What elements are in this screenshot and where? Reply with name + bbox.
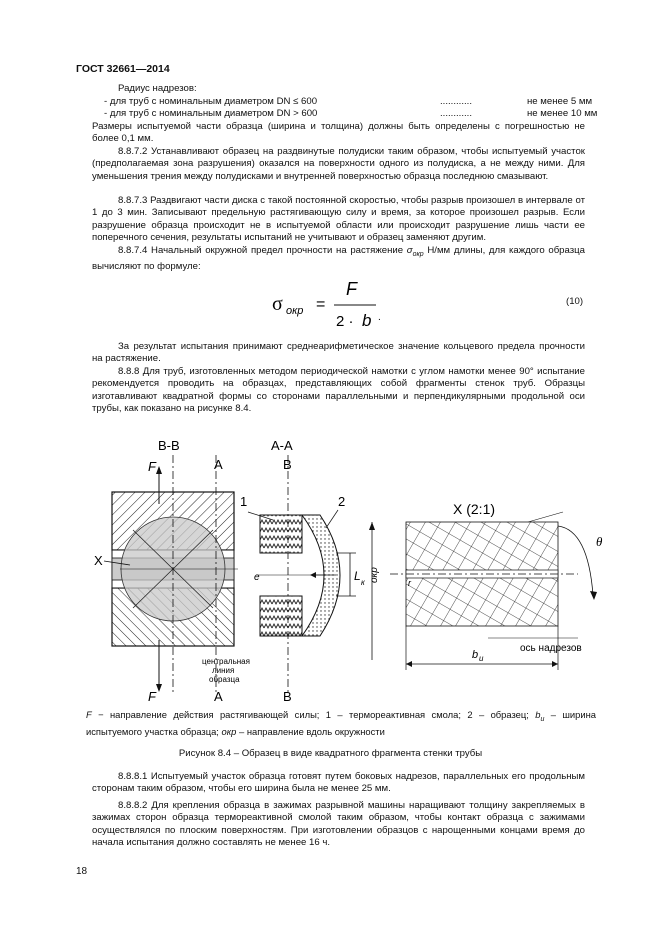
- label-f-top: F: [148, 459, 156, 474]
- label-centerline-2: линия: [212, 666, 235, 675]
- radius-title: Радиус надрезов:: [118, 83, 197, 94]
- radius-row-1-label: - для труб с номинальным диаметром DN ≤ 600: [104, 96, 318, 107]
- label-1: 1: [240, 494, 248, 509]
- label-b-bottom: В: [283, 689, 292, 704]
- radius-row-1-value: не менее 5 мм: [527, 96, 593, 107]
- label-r: r: [408, 578, 411, 588]
- formula-number: (10): [566, 296, 584, 307]
- figure-8-4: [88, 430, 613, 705]
- label-aa: А-А: [271, 438, 293, 453]
- label-x: Х: [94, 553, 103, 568]
- formula-sigma: σ: [272, 293, 283, 315]
- formula-tail: .: [378, 312, 381, 323]
- label-f-bottom: F: [148, 689, 156, 704]
- label-centerline-3: образца: [209, 675, 240, 684]
- radius-row-2-label: - для труб с номинальным диаметром DN > 600: [104, 108, 318, 119]
- label-a-bottom: А: [214, 689, 223, 704]
- resin-bottom: [260, 596, 302, 636]
- label-bb: В-В: [158, 438, 180, 453]
- label-theta: θ: [596, 534, 603, 549]
- radius-row-1-dots: ............: [440, 96, 472, 107]
- label-b-top: В: [283, 457, 292, 472]
- radius-row-2-dots: ............: [440, 108, 472, 119]
- paragraph-8-8-7-2: 8.8.7.2 Устанавливают образец на раздвинутые полудиски таким образом, чтобы испытуемый участок (предполагаемая зона разрушения) оказался на поверхности одного из полудиска, а не между ними. Для уменьшения трения между полудисками и внутренней поверхностью образца последнюю смазывают.: [92, 146, 585, 182]
- label-2: 2: [338, 494, 346, 509]
- formula-sub: окр: [286, 305, 304, 317]
- specimen-arc: [302, 515, 340, 636]
- paragraph-8-8-7-3: 8.8.7.3 Раздвигают части диска с такой постоянной скоростью, чтобы разрыв произошел в интервале от 1 до 3 мин. Записывают предельную растягивающую силу и время, за которое произошел разрыв. Если разрушение образца происходит не в испытуемой области или происходит разрушение лишь части ее поперечного сечения, результаты испытаний не учитывают и образец заменяют другим.: [92, 195, 585, 243]
- page-number: 18: [76, 866, 88, 877]
- paragraph-8-8-8-2: 8.8.8.2 Для крепления образца в зажимах разрывной машины наращивают толщину закрепляемых в зажимах сторон образца термореактивной смолой таким образом, чтобы контакт образца с зажимами осуществлялся по плоским поверхностям. При изготовлении образцов с нарощенными концами время до начала испытания должно составлять не менее 16 ч.: [92, 800, 585, 848]
- label-okr: окр: [369, 567, 380, 583]
- label-detail-x: Х (2:1): [453, 501, 496, 517]
- label-lk: L: [354, 569, 361, 583]
- label-bu-sub: u: [479, 654, 484, 663]
- formula-denominator-b: b: [362, 311, 372, 330]
- label-lk-sub: к: [361, 578, 365, 587]
- resin-top: [260, 515, 302, 553]
- result-paragraph: За результат испытания принимают среднеарифметическое значение кольцевого предела прочности на растяжение.: [92, 341, 585, 365]
- formula-denominator-a: 2 ·: [336, 313, 354, 330]
- formula-numerator: F: [346, 279, 357, 299]
- figure-caption: F − направление действия растягивающей силы; 1 – термореактивная смола; 2 – образец; $b_u$ – ширина испытуемого участка образца; окр – направление вдоль окружности: [86, 709, 596, 737]
- formula-10: [270, 276, 410, 334]
- formula-equals: =: [316, 296, 326, 313]
- label-a-top: А: [214, 457, 223, 472]
- label-bu: b: [472, 649, 479, 661]
- paragraph-8-8-8-1: 8.8.8.1 Испытуемый участок образца готовят путем боковых надрезов, параллельных его продольным сторонам таким образом, чтобы его ширина была не менее 25 мм.: [92, 771, 585, 795]
- figure-title: Рисунок 8.4 – Образец в виде квадратного фрагмента стенки трубы: [178, 748, 483, 759]
- radius-row-2-value: не менее 10 мм: [527, 108, 598, 119]
- label-centerline-1: центральная: [202, 657, 250, 666]
- dims-paragraph: Размеры испытуемой части образца (ширина и толщина) должны быть определены с погрешностью не более 0,1 мм.: [92, 121, 585, 145]
- label-notch-axis: ось надрезов: [520, 643, 582, 654]
- paragraph-8-8-7-4: 8.8.7.4 Начальный окружной предел прочности на растяжение $\sigma_{окр}$ Н/мм длины, для каждого образца вычисляют по формуле:: [92, 245, 585, 273]
- detail-x: [369, 501, 603, 670]
- standard-header: ГОСТ 32661—2014: [76, 63, 170, 75]
- label-e: е: [254, 572, 260, 583]
- paragraph-8-8-8: 8.8.8 Для труб, изготовленных методом периодической намотки с углом намотки менее 90° испытание рекомендуется проводить на образцах, представляющих собой фрагменты стенок труб. Образцы изготавливают квадратной формы со сторонами параллельными и перпендикулярными продольной оси трубы, как показано на рисунке 8.4.: [92, 366, 585, 414]
